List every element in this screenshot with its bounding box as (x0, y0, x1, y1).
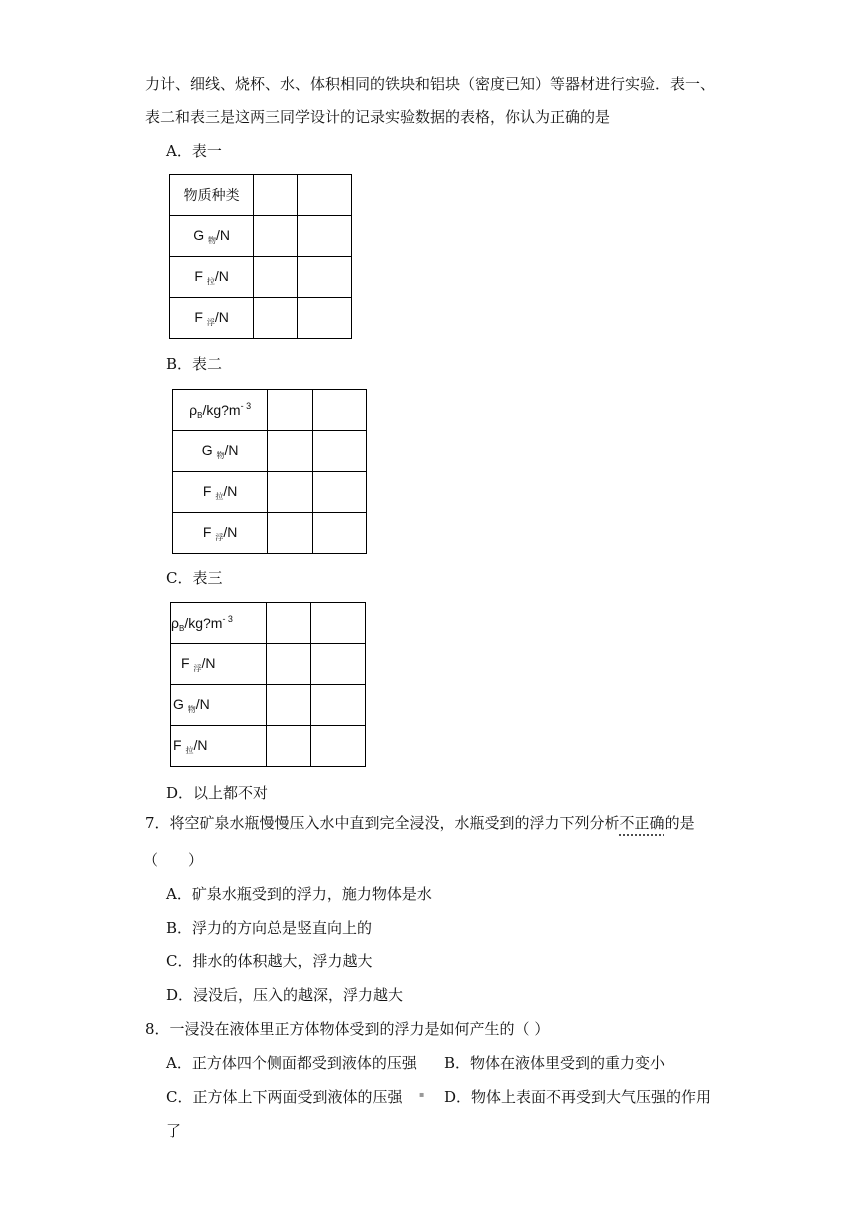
table-1 (169, 174, 352, 339)
q7-option-c: C．排水的体积越大，浮力越大 (166, 952, 373, 970)
intro-line-2: 表二和表三是这两三同学设计的记录实验数据的表格，你认为正确的是 (145, 108, 611, 126)
table-cell (312, 513, 366, 554)
table-cell (254, 298, 297, 339)
q7-emphasis-text: 不正确 (619, 814, 665, 832)
table-cell (311, 685, 366, 726)
q6-option-c: C．表三 (166, 569, 223, 587)
cell-label: G (193, 226, 208, 243)
table-cell (266, 603, 311, 644)
q7-option-b: B．浮力的方向总是竖直向上的 (166, 919, 373, 937)
q8-option-a: A．正方体四个侧面都受到液体的压强 (166, 1054, 417, 1072)
table-cell (171, 726, 267, 767)
q8-option-c: C．正方体上下两面受到液体的压强 (166, 1088, 403, 1106)
table-row (171, 726, 366, 767)
table-cell (173, 472, 268, 513)
table-cell (312, 431, 366, 472)
table-cell (254, 257, 297, 298)
cell-label: F (181, 654, 194, 671)
q8-option-d-continued: 了 (166, 1122, 182, 1140)
cell-label: G (201, 441, 217, 458)
cell-subscript: 物 (208, 235, 216, 245)
cell-subscript: B (178, 623, 185, 633)
cell-superscript: - 3 (222, 613, 233, 624)
cell-unit: /N (195, 695, 210, 712)
table-cell (311, 644, 366, 685)
table-row (170, 298, 352, 339)
table-cell (311, 603, 366, 644)
table-cell (266, 726, 311, 767)
cell-subscript: 拉 (185, 745, 194, 755)
cell-unit: /N (201, 654, 216, 671)
cell-subscript: 物 (216, 450, 225, 460)
cell-label: G (173, 695, 188, 712)
table-row (170, 257, 352, 298)
q8-option-d: D．物体上表面不再受到大气压强的作用 (444, 1088, 712, 1106)
table-cell (312, 390, 366, 431)
table-cell (170, 257, 254, 298)
table-cell (266, 644, 311, 685)
cell-superscript: - 3 (240, 400, 252, 411)
cell-unit: /N (224, 441, 239, 458)
cell-subscript: B (197, 410, 203, 420)
cell-unit: /N (216, 226, 230, 243)
q7-stem-tail: 的是 (664, 814, 695, 832)
table-row (173, 431, 367, 472)
cell-label: ρ (189, 401, 198, 418)
cell-label: F (202, 482, 216, 499)
cell-label: 物质种类 (183, 187, 240, 203)
table-cell (171, 603, 267, 644)
cell-unit: /N (214, 308, 229, 325)
table-row (170, 175, 352, 216)
cell-unit: /N (223, 482, 238, 499)
cell-unit: /kg?m (184, 614, 223, 631)
q8-stem: 8．一浸没在液体里正方体物体受到的浮力是如何产生的（ ） (145, 1020, 550, 1038)
q6-option-d: D．以上都不对 (166, 784, 269, 802)
table-cell (173, 390, 268, 431)
cell-subscript: 浮 (215, 532, 224, 542)
table-cell (170, 298, 254, 339)
table-cell (268, 472, 312, 513)
table-row (171, 603, 366, 644)
table-cell (173, 431, 268, 472)
stray-mark: ▪ (419, 1090, 425, 1099)
q7-stem (145, 813, 695, 833)
intro-line-1: 力计、细线、烧杯、水、体积相同的铁块和铝块（密度已知）等器材进行实验．表一、 (145, 75, 716, 93)
table-cell (254, 216, 297, 257)
cell-subscript: 浮 (193, 663, 202, 673)
cell-unit: /kg?m (202, 401, 241, 418)
table-cell (173, 513, 268, 554)
table-cell (170, 175, 254, 216)
table-cell (171, 644, 267, 685)
cell-subscript: 物 (187, 704, 196, 714)
table-cell (254, 175, 297, 216)
cell-label: F (202, 523, 216, 540)
cell-label: F (194, 308, 207, 325)
table-cell (312, 472, 366, 513)
cell-label: F (194, 267, 207, 284)
cell-subscript: 拉 (215, 491, 224, 501)
q8-option-b: B．物体在液体里受到的重力变小 (444, 1054, 666, 1072)
table-cell (171, 685, 267, 726)
q7-option-d: D．浸没后，压入的越深，浮力越大 (166, 986, 404, 1004)
cell-unit: /N (223, 523, 238, 540)
table-row (173, 390, 367, 431)
table-cell (170, 216, 254, 257)
cell-label: ρ (171, 614, 179, 631)
q7-stem-text: 7．将空矿泉水瓶慢慢压入水中直到完全浸没，水瓶受到的浮力下列分析 (145, 814, 620, 832)
table-cell (297, 257, 351, 298)
table-3 (170, 602, 366, 767)
table-cell (297, 175, 351, 216)
q6-option-b: B．表二 (166, 355, 223, 373)
q7-option-a: A．矿泉水瓶受到的浮力，施力物体是水 (166, 885, 432, 903)
table-row (171, 685, 366, 726)
table-cell (266, 685, 311, 726)
table-row (170, 216, 352, 257)
cell-label: F (173, 736, 186, 753)
table-row (173, 513, 367, 554)
table-row (173, 472, 367, 513)
table-row (171, 644, 366, 685)
cell-unit: /N (214, 267, 229, 284)
table-cell (268, 513, 312, 554)
table-cell (268, 390, 312, 431)
cell-unit: /N (193, 736, 208, 753)
cell-subscript: 拉 (206, 276, 215, 286)
table-cell (297, 298, 351, 339)
cell-subscript: 浮 (206, 317, 215, 327)
q7-emphasis (620, 814, 665, 832)
q6-option-a: A．表一 (166, 142, 222, 160)
q7-answer-paren: （ ） (143, 851, 204, 869)
table-2 (172, 389, 367, 554)
table-cell (297, 216, 351, 257)
table-cell (268, 431, 312, 472)
table-cell (311, 726, 366, 767)
